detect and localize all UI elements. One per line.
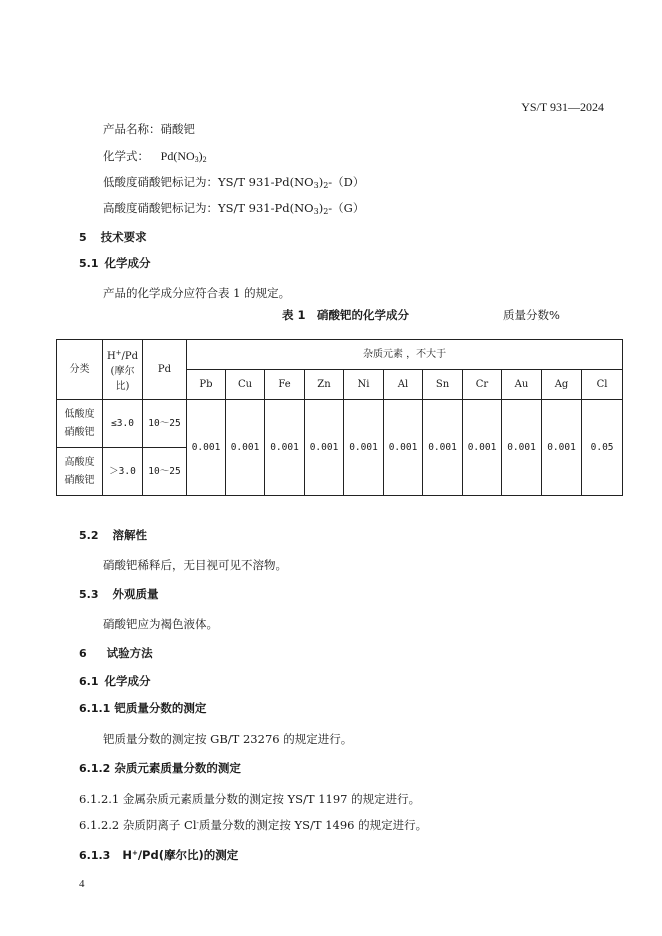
section-5-1-text: 产品的化学成分应符合表 1 的规定。 (103, 286, 291, 300)
section-6-1-2-1-text: 6.1.2.1 金属杂质元素质量分数的测定按 YS/T 1197 的规定进行。 (79, 792, 421, 806)
element-header: Cl (582, 370, 623, 400)
product-name-line: 产品名称：硝酸钯 (103, 122, 195, 136)
limit-cell: 0.001 (542, 400, 582, 496)
section-5-1-heading: 5.1 化学成分 (79, 256, 151, 270)
limit-cell: 0.001 (226, 400, 265, 496)
impurity-header: 杂质元素 ，不大于 (187, 340, 623, 370)
section-5-2-heading: 5.2 溶解性 (79, 528, 147, 542)
row-ratio: ＞3.0 (103, 448, 143, 496)
element-header: Al (384, 370, 423, 400)
high-acidity-marking: 高酸度硝酸钯标记为：YS/T $931-Pd(NO_3)_2-(G)$ (103, 201, 365, 216)
row-class: 低酸度 硝酸钯 (57, 400, 103, 448)
row-pd: 10～25 (143, 448, 187, 496)
formula-label: 化学式： (103, 149, 149, 163)
table-caption: 表 1 硝酸钯的化学成分 (282, 308, 410, 322)
element-header: Fe (265, 370, 305, 400)
element-header: Cr (463, 370, 502, 400)
col-pd-header: Pd (143, 340, 187, 400)
element-header: Sn (423, 370, 463, 400)
limit-cell: 0.05 (582, 400, 623, 496)
section-6-1-1-text: 钯质量分数的测定按 GB/T 23276 的规定进行。 (103, 732, 353, 746)
formula-value: $Pd(NO_3)_2$ (160, 149, 207, 164)
limit-cell: 0.001 (463, 400, 502, 496)
row-ratio: ≤3.0 (103, 400, 143, 448)
section-6-1-3-heading: 6.1.3 H+/Pd(摩尔比)的测定 (79, 848, 239, 862)
element-header: Au (502, 370, 542, 400)
section-6-1-2-heading: 6.1.2 杂质元素质量分数的测定 (79, 761, 241, 775)
element-header: Cu (226, 370, 265, 400)
table-unit: 质量分数% (503, 308, 560, 322)
element-header: Pb (187, 370, 226, 400)
section-5-heading: 5 技术要求 (79, 230, 147, 244)
limit-cell: 0.001 (384, 400, 423, 496)
row-class: 高酸度 硝酸钯 (57, 448, 103, 496)
table-row (57, 400, 623, 448)
col-ratio-header: H+/Pd (摩尔 比) (103, 340, 143, 400)
chemical-composition-table (56, 339, 623, 496)
element-header: Ag (542, 370, 582, 400)
section-6-1-1-heading: 6.1.1 钯质量分数的测定 (79, 701, 207, 715)
section-5-3-heading: 5.3 外观质量 (79, 587, 159, 601)
section-5-3-text: 硝酸钯应为褐色液体。 (103, 617, 218, 631)
limit-cell: 0.001 (187, 400, 226, 496)
section-5-2-text: 硝酸钯稀释后，无目视可见不溶物。 (103, 558, 287, 572)
limit-cell: 0.001 (305, 400, 344, 496)
page-number: 4 (79, 878, 85, 890)
formula-line (103, 148, 207, 164)
limit-cell: 0.001 (423, 400, 463, 496)
standard-code: YS/T 931—2024 (521, 100, 604, 114)
section-6-1-2-2-text: 6.1.2.2 杂质阴离子 Cl-质量分数的测定按 YS/T 1496 的规定进行。 (79, 818, 428, 832)
row-pd: 10～25 (143, 400, 187, 448)
section-6-1-heading: 6.1 化学成分 (79, 674, 151, 688)
element-header: Ni (344, 370, 384, 400)
col-class-header: 分类 (57, 340, 103, 400)
limit-cell: 0.001 (344, 400, 384, 496)
element-header: Zn (305, 370, 344, 400)
section-6-heading: 6 试验方法 (79, 646, 153, 660)
limit-cell: 0.001 (502, 400, 542, 496)
low-acidity-marking: 低酸度硝酸钯标记为：YS/T $931-Pd(NO_3)_2-(D)$ (103, 175, 365, 190)
limit-cell: 0.001 (265, 400, 305, 496)
